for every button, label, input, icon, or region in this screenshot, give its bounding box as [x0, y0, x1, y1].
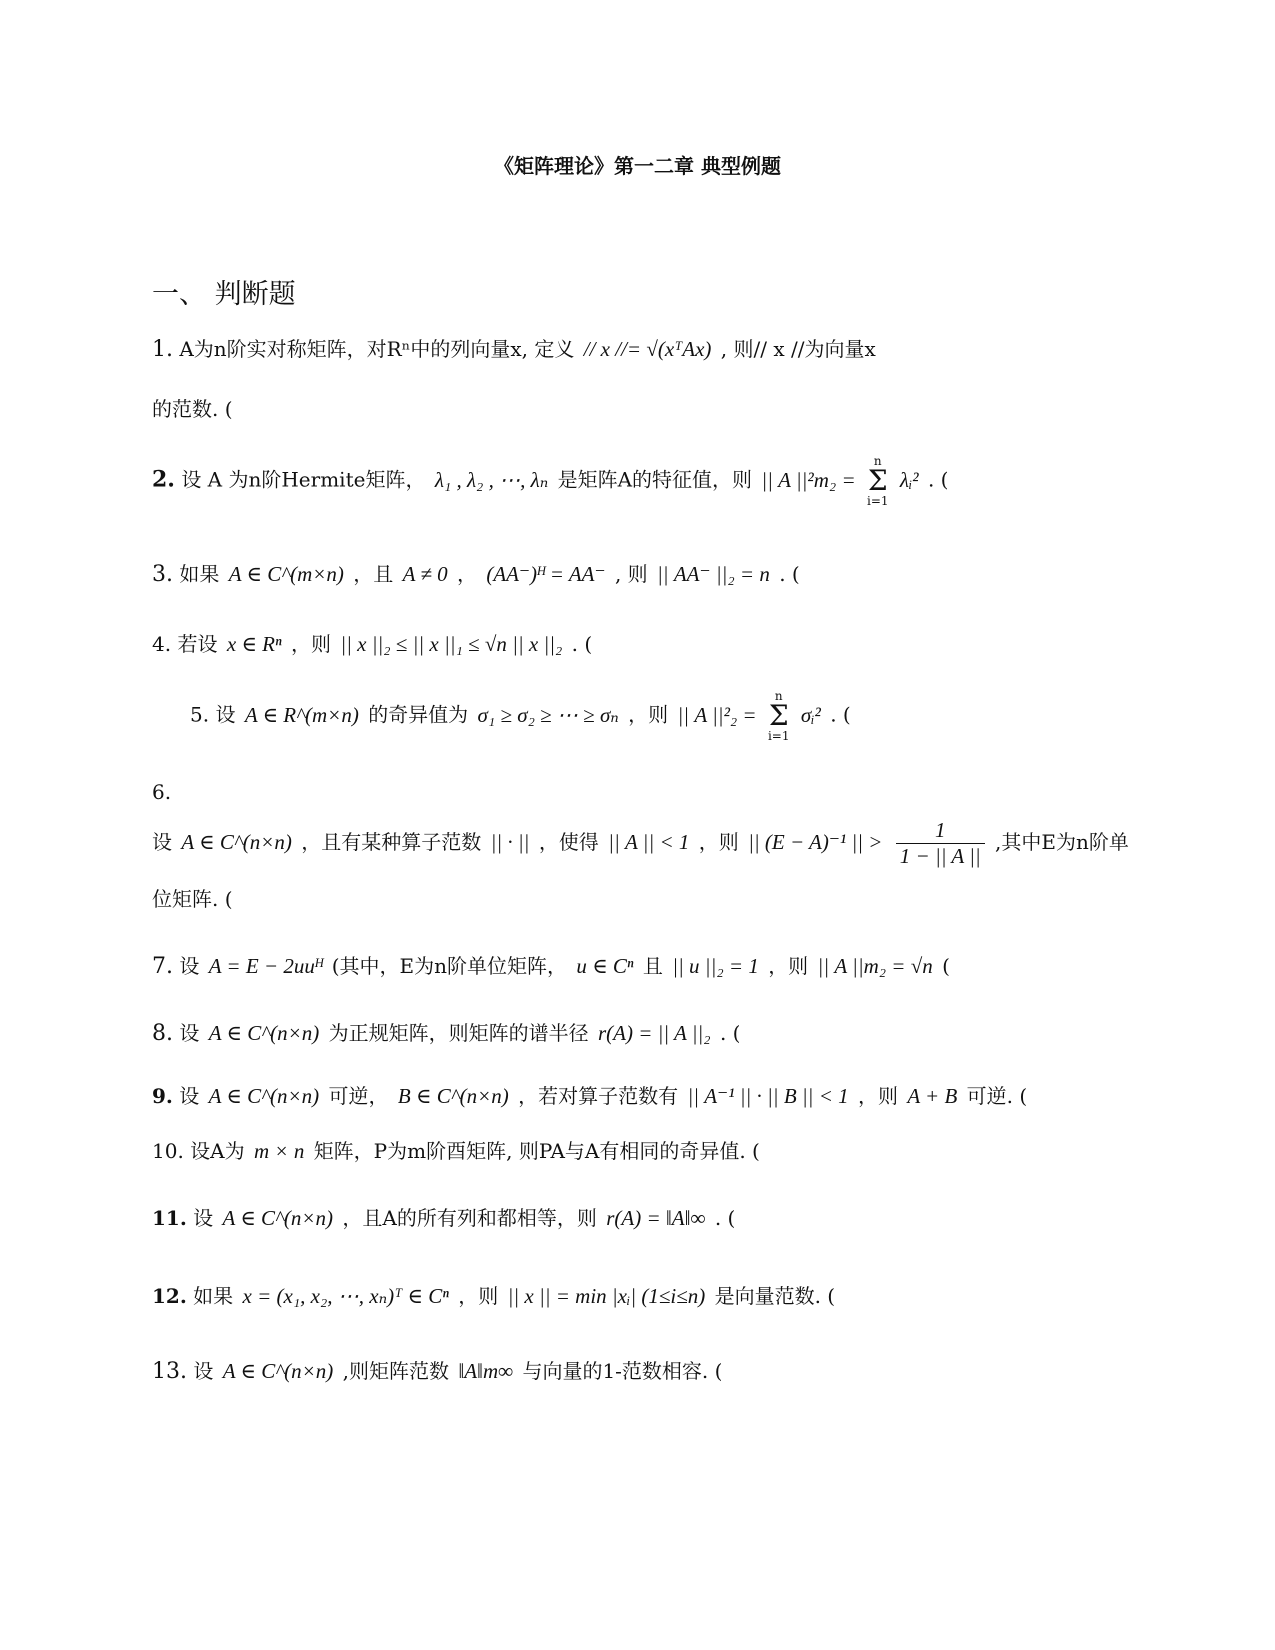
sum-lower-limit: i=1: [767, 729, 790, 743]
question-7: [152, 950, 950, 979]
question-text: ，且A的所有列和都相等，则: [342, 1206, 597, 1230]
fraction: [896, 818, 985, 869]
norm-lhs: || A ||²m₂ =: [761, 467, 856, 492]
question-number: 4.: [152, 632, 172, 656]
question-6-continued: [152, 883, 233, 912]
question-text: ,则矩阵范数: [342, 1359, 449, 1383]
question-tail: . (: [927, 467, 949, 492]
question-text: 的范数. (: [152, 397, 233, 421]
question-text: 设A为: [190, 1139, 245, 1163]
question-text: 位矩阵. (: [152, 887, 233, 911]
sum-upper-limit: n: [774, 689, 783, 703]
question-text: ，则: [458, 1284, 499, 1308]
formula: || AA⁻ ||₂ = n: [657, 562, 770, 586]
question-2: [152, 455, 948, 507]
question-number: 12.: [152, 1284, 187, 1308]
question-number: 5.: [190, 702, 210, 727]
formula: A ≠ 0: [402, 562, 448, 586]
question-number: 3.: [152, 562, 173, 587]
formula: || A || < 1: [608, 830, 690, 854]
question-text: ，: [456, 562, 477, 586]
fraction-denominator: 1 − || A ||: [899, 844, 981, 868]
formula: r(A) = || A ||₂: [597, 1021, 711, 1045]
question-text: 如果: [193, 1284, 234, 1308]
question-text: ，则: [768, 954, 809, 978]
question-number: 2.: [152, 466, 175, 493]
question-tail: . (: [779, 562, 800, 586]
formula: A + B: [907, 1084, 958, 1108]
question-number: 10.: [152, 1139, 184, 1163]
question-3: [152, 558, 800, 587]
question-tail: 可逆. (: [966, 1084, 1028, 1108]
formula: A ∈ C^(n×n): [208, 1021, 320, 1045]
sigma-icon: Σ: [768, 699, 789, 732]
sum-body: σᵢ²: [800, 702, 821, 727]
question-text: ，且: [353, 562, 394, 586]
question-text: 的奇异值为: [368, 702, 469, 727]
question-text: 设: [193, 1359, 214, 1383]
formula: u ∈ Cⁿ: [576, 954, 634, 978]
question-tail: (: [942, 954, 950, 978]
formula: A ∈ C^(m×n): [228, 562, 344, 586]
question-tail: 是向量范数. (: [714, 1284, 836, 1308]
question-text: 设: [215, 702, 236, 727]
question-text: 矩阵，P为m阶酉矩阵, 则PA与A有相同的奇异值. (: [313, 1139, 760, 1163]
question-text: ,其中E为n阶单: [995, 830, 1129, 854]
formula: || u ||₂ = 1: [672, 954, 759, 978]
formula: A = E − 2uuᴴ: [208, 954, 323, 978]
sum-upper-limit: n: [873, 454, 882, 468]
question-text: 设 A 为n阶Hermite矩阵，: [181, 467, 426, 492]
question-9: [152, 1080, 1027, 1109]
question-tail: . (: [714, 1206, 736, 1230]
question-6-number: [152, 780, 171, 804]
formula: B ∈ C^(n×n): [397, 1084, 509, 1108]
question-text: 可逆，: [328, 1084, 389, 1108]
question-text: 设: [179, 1084, 200, 1108]
question-text: 设: [193, 1206, 214, 1230]
sum-body: λᵢ²: [899, 467, 919, 492]
formula: A ∈ C^(n×n): [208, 1084, 320, 1108]
formula: x ∈ Rⁿ: [226, 632, 282, 656]
question-8: [152, 1017, 740, 1046]
question-13: [152, 1355, 722, 1384]
question-text: A为n阶实对称矩阵，对Rⁿ中的列向量x, 定义: [179, 337, 575, 361]
question-11: [152, 1202, 735, 1231]
question-text: ，且有某种算子范数: [301, 830, 482, 854]
question-4: [152, 628, 592, 657]
formula: x = (x₁, x₂, ⋯, xₙ)ᵀ ∈ Cⁿ: [242, 1284, 449, 1308]
formula: m × n: [253, 1139, 305, 1163]
question-6: [152, 818, 1129, 869]
formula: ‖A‖m∞: [458, 1359, 514, 1383]
question-text: ，则: [628, 702, 669, 727]
question-number: 1.: [152, 337, 173, 362]
question-1: [152, 333, 876, 362]
question-text: 若设: [177, 632, 218, 656]
formula: || · ||: [490, 830, 530, 854]
formula: r(A) = ‖A‖∞: [606, 1206, 706, 1230]
question-text: 如果: [179, 562, 220, 586]
formula: A ∈ R^(m×n): [244, 702, 359, 727]
norm-lhs: || A ||²₂ =: [677, 702, 757, 727]
question-number: 8.: [152, 1021, 173, 1046]
summation: [768, 690, 790, 742]
eigenvalue-list: λ₁ , λ₂ , ⋯, λₙ: [434, 467, 549, 492]
question-12: [152, 1280, 835, 1309]
question-text: 是矩阵A的特征值，则: [557, 467, 753, 492]
question-number: 9.: [152, 1084, 173, 1108]
singular-values: σ₁ ≥ σ₂ ≥ ⋯ ≥ σₙ: [477, 702, 619, 727]
formula: A ∈ C^(n×n): [222, 1206, 334, 1230]
question-5: [190, 690, 851, 742]
norm-formula: // x //= √(xᵀAx): [583, 337, 712, 361]
document-title: 《矩阵理论》第一二章 典型例题: [494, 154, 781, 178]
formula: || x || = min |xᵢ| (1≤i≤n): [507, 1284, 706, 1308]
fraction-numerator: 1: [896, 818, 985, 844]
question-tail: . (: [830, 702, 851, 727]
question-tail: . (: [571, 632, 593, 656]
section-heading: 一、 判断题: [152, 279, 296, 310]
question-text: 设: [179, 1021, 200, 1045]
formula: (AA⁻)ᴴ = AA⁻: [486, 562, 606, 586]
question-text: 设: [152, 830, 172, 854]
formula: || x ||₂ ≤ || x ||₁ ≤ √n || x ||₂: [340, 632, 563, 656]
inverse-norm-lhs: || (E − A)⁻¹ || >: [748, 830, 883, 854]
question-text: ，若对算子范数有: [518, 1084, 679, 1108]
question-text: ，则: [698, 830, 739, 854]
question-text: , 则: [614, 562, 648, 586]
question-text: 设: [179, 954, 200, 978]
question-text: , 则// x //为向量x: [720, 337, 876, 361]
question-text: ，则: [857, 1084, 898, 1108]
question-number: 6.: [152, 780, 172, 804]
formula: A ∈ C^(n×n): [222, 1359, 334, 1383]
formula: || A⁻¹ || · || B || < 1: [687, 1084, 849, 1108]
formula: A ∈ C^(n×n): [181, 830, 292, 854]
question-number: 11.: [152, 1206, 187, 1230]
sigma-icon: Σ: [867, 464, 888, 497]
question-text: ，则: [290, 632, 331, 656]
question-text: ，使得: [538, 830, 599, 854]
question-number: 7.: [152, 954, 173, 979]
question-text: 且: [642, 954, 663, 978]
question-10: [152, 1135, 760, 1164]
question-text: (其中，E为n阶单位矩阵，: [331, 954, 567, 978]
summation: [867, 455, 889, 507]
formula: || A ||m₂ = √n: [817, 954, 933, 978]
sum-lower-limit: i=1: [866, 494, 889, 508]
question-1-continued: [152, 393, 233, 422]
question-text: 为正规矩阵，则矩阵的谱半径: [328, 1021, 589, 1045]
question-number: 13.: [152, 1359, 187, 1384]
question-tail: 与向量的1-范数相容. (: [522, 1359, 723, 1383]
question-tail: . (: [719, 1021, 741, 1045]
